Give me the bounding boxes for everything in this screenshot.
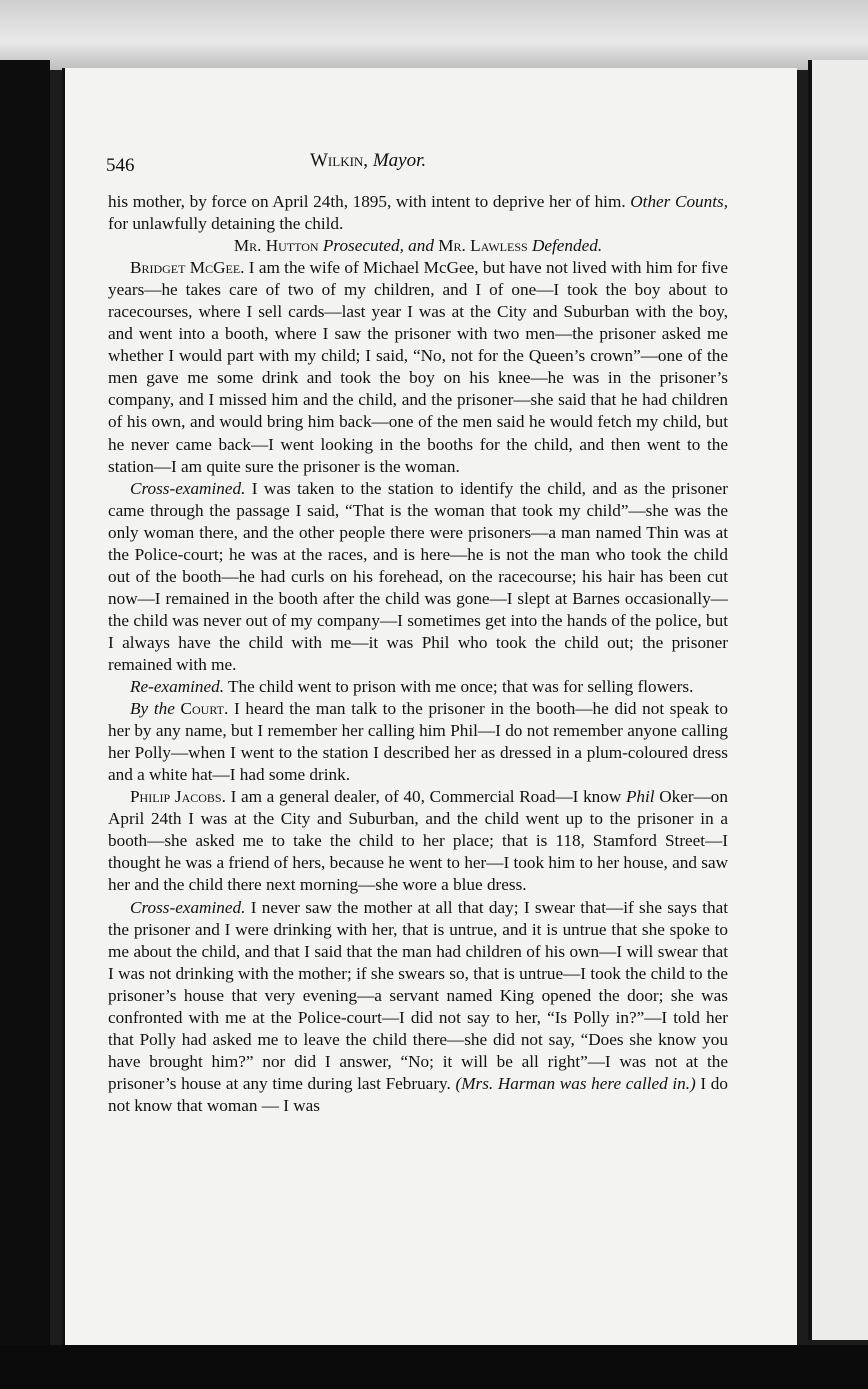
running-head bbox=[310, 150, 426, 172]
scan-top-margin bbox=[0, 0, 868, 70]
cross-examination-2: Cross-examined. I never saw the mother at all that day; I swear that—if she says that the prisoner and I were drinking with her, that is untrue, and it is untrue that she spoke to me about the child, and that I said that the man had children of his own—I will swear that I was not drinking with the mother; if she swears so, that is untrue—I took the child to the prisoner’s house that very evening—a servant named King opened the door; she was confronted with me at the Police-court—I did not say to her, “Is Polly in?”—I told her that Polly had asked me to leave the child there—she did not say, “Does she know you have brought him?” nor did I answer, “No; it will be all right”—I was not at the prisoner’s house at any time during last February. (Mrs. Harman was here called in.) I do not know that woman — I was bbox=[108, 897, 728, 1115]
witness-name: Philip Jacobs. bbox=[130, 787, 226, 807]
witness-name: Bridget McGee. bbox=[130, 258, 245, 278]
scan-left-edge bbox=[0, 60, 50, 1360]
re-examination: Re-examined. The child went to prison with me once; that was for selling flowers. bbox=[130, 677, 694, 697]
by-the-court: By the Court. I heard the man talk to the prisoner in the booth—he did not speak to her by any name, but I remember her calling him Phil—I do not remember anyone calling her Polly—when I went to the station I described her as dressed in a plum-coloured dress and a white hat—I had some drink. bbox=[108, 699, 728, 785]
running-head-name: Wilkin, bbox=[310, 150, 369, 171]
testimony-bridget-mcgee: Bridget McGee. I am the wife of Michael McGee, but have not lived with him for five years—he takes care of two of my children, and I of one—I took the boy about to racecourses, where I sell cards—last year I was at the City and Suburban with the boy, and went into a booth, where I saw the prisoner with two men—the prisoner asked me whether I would part with my child; I said, “No, not for the Queen’s crown”—one of the men gave me some drink and took the boy on his knee—he was in the prisoner’s company, and I missed him and the child, and the prisoner—she said that he had children of his own, and would bring him back—one of the men said he would fetch my child, but he never came back—I went looking in the booths for the child, and then went to the station—I am quite sure the prisoner is the woman. bbox=[108, 258, 728, 476]
paragraph-indictment: his mother, by force on April 24th, 1895, with intent to deprive her of him. Other Counts, for unlawfully detaining the child. bbox=[108, 192, 729, 234]
page-body bbox=[108, 191, 728, 1117]
cross-examination-1: Cross-examined. I was taken to the station to identify the child, and as the prisoner came through the passage I said, “That is the woman that took my child”—she was the only woman there, and the other people there were prisoners—a man named Thin was at the Police-court; he was at the races, and is here—he is not the man who took the child out of the booth—he had curls on his forehead, on the racecourse; his hair has been cut now—I remained in the booth after the child was gone—I slept at Barnes occasionally—the child was never out of my company—I sometimes get into the hands of the police, but I always have the child with me—it was Phil who took the child out; the prisoner remained with me. bbox=[108, 478, 728, 674]
testimony-philip-jacobs: Philip Jacobs. I am a general dealer, of 40, Commercial Road—I know Phil Oker—on April 24th I was at the City and Suburban, and the child went up to the prisoner in a booth—she asked me to take the child to her place; that is 118, Stamford Street—I thought he was a friend of hers, because he went to her—I took him to her house, and saw her and the child there next morning—she wore a blue dress. bbox=[108, 787, 728, 895]
running-head-title: Mayor. bbox=[372, 150, 427, 171]
page-number: 546 bbox=[106, 155, 135, 176]
scan-bottom-edge bbox=[0, 1345, 868, 1389]
adjacent-page-edge bbox=[808, 60, 868, 1340]
other-counts: Other Counts, bbox=[630, 192, 729, 211]
counsel-line: Mr. Hutton Prosecuted, and Mr. Lawless Defended. bbox=[233, 236, 603, 256]
